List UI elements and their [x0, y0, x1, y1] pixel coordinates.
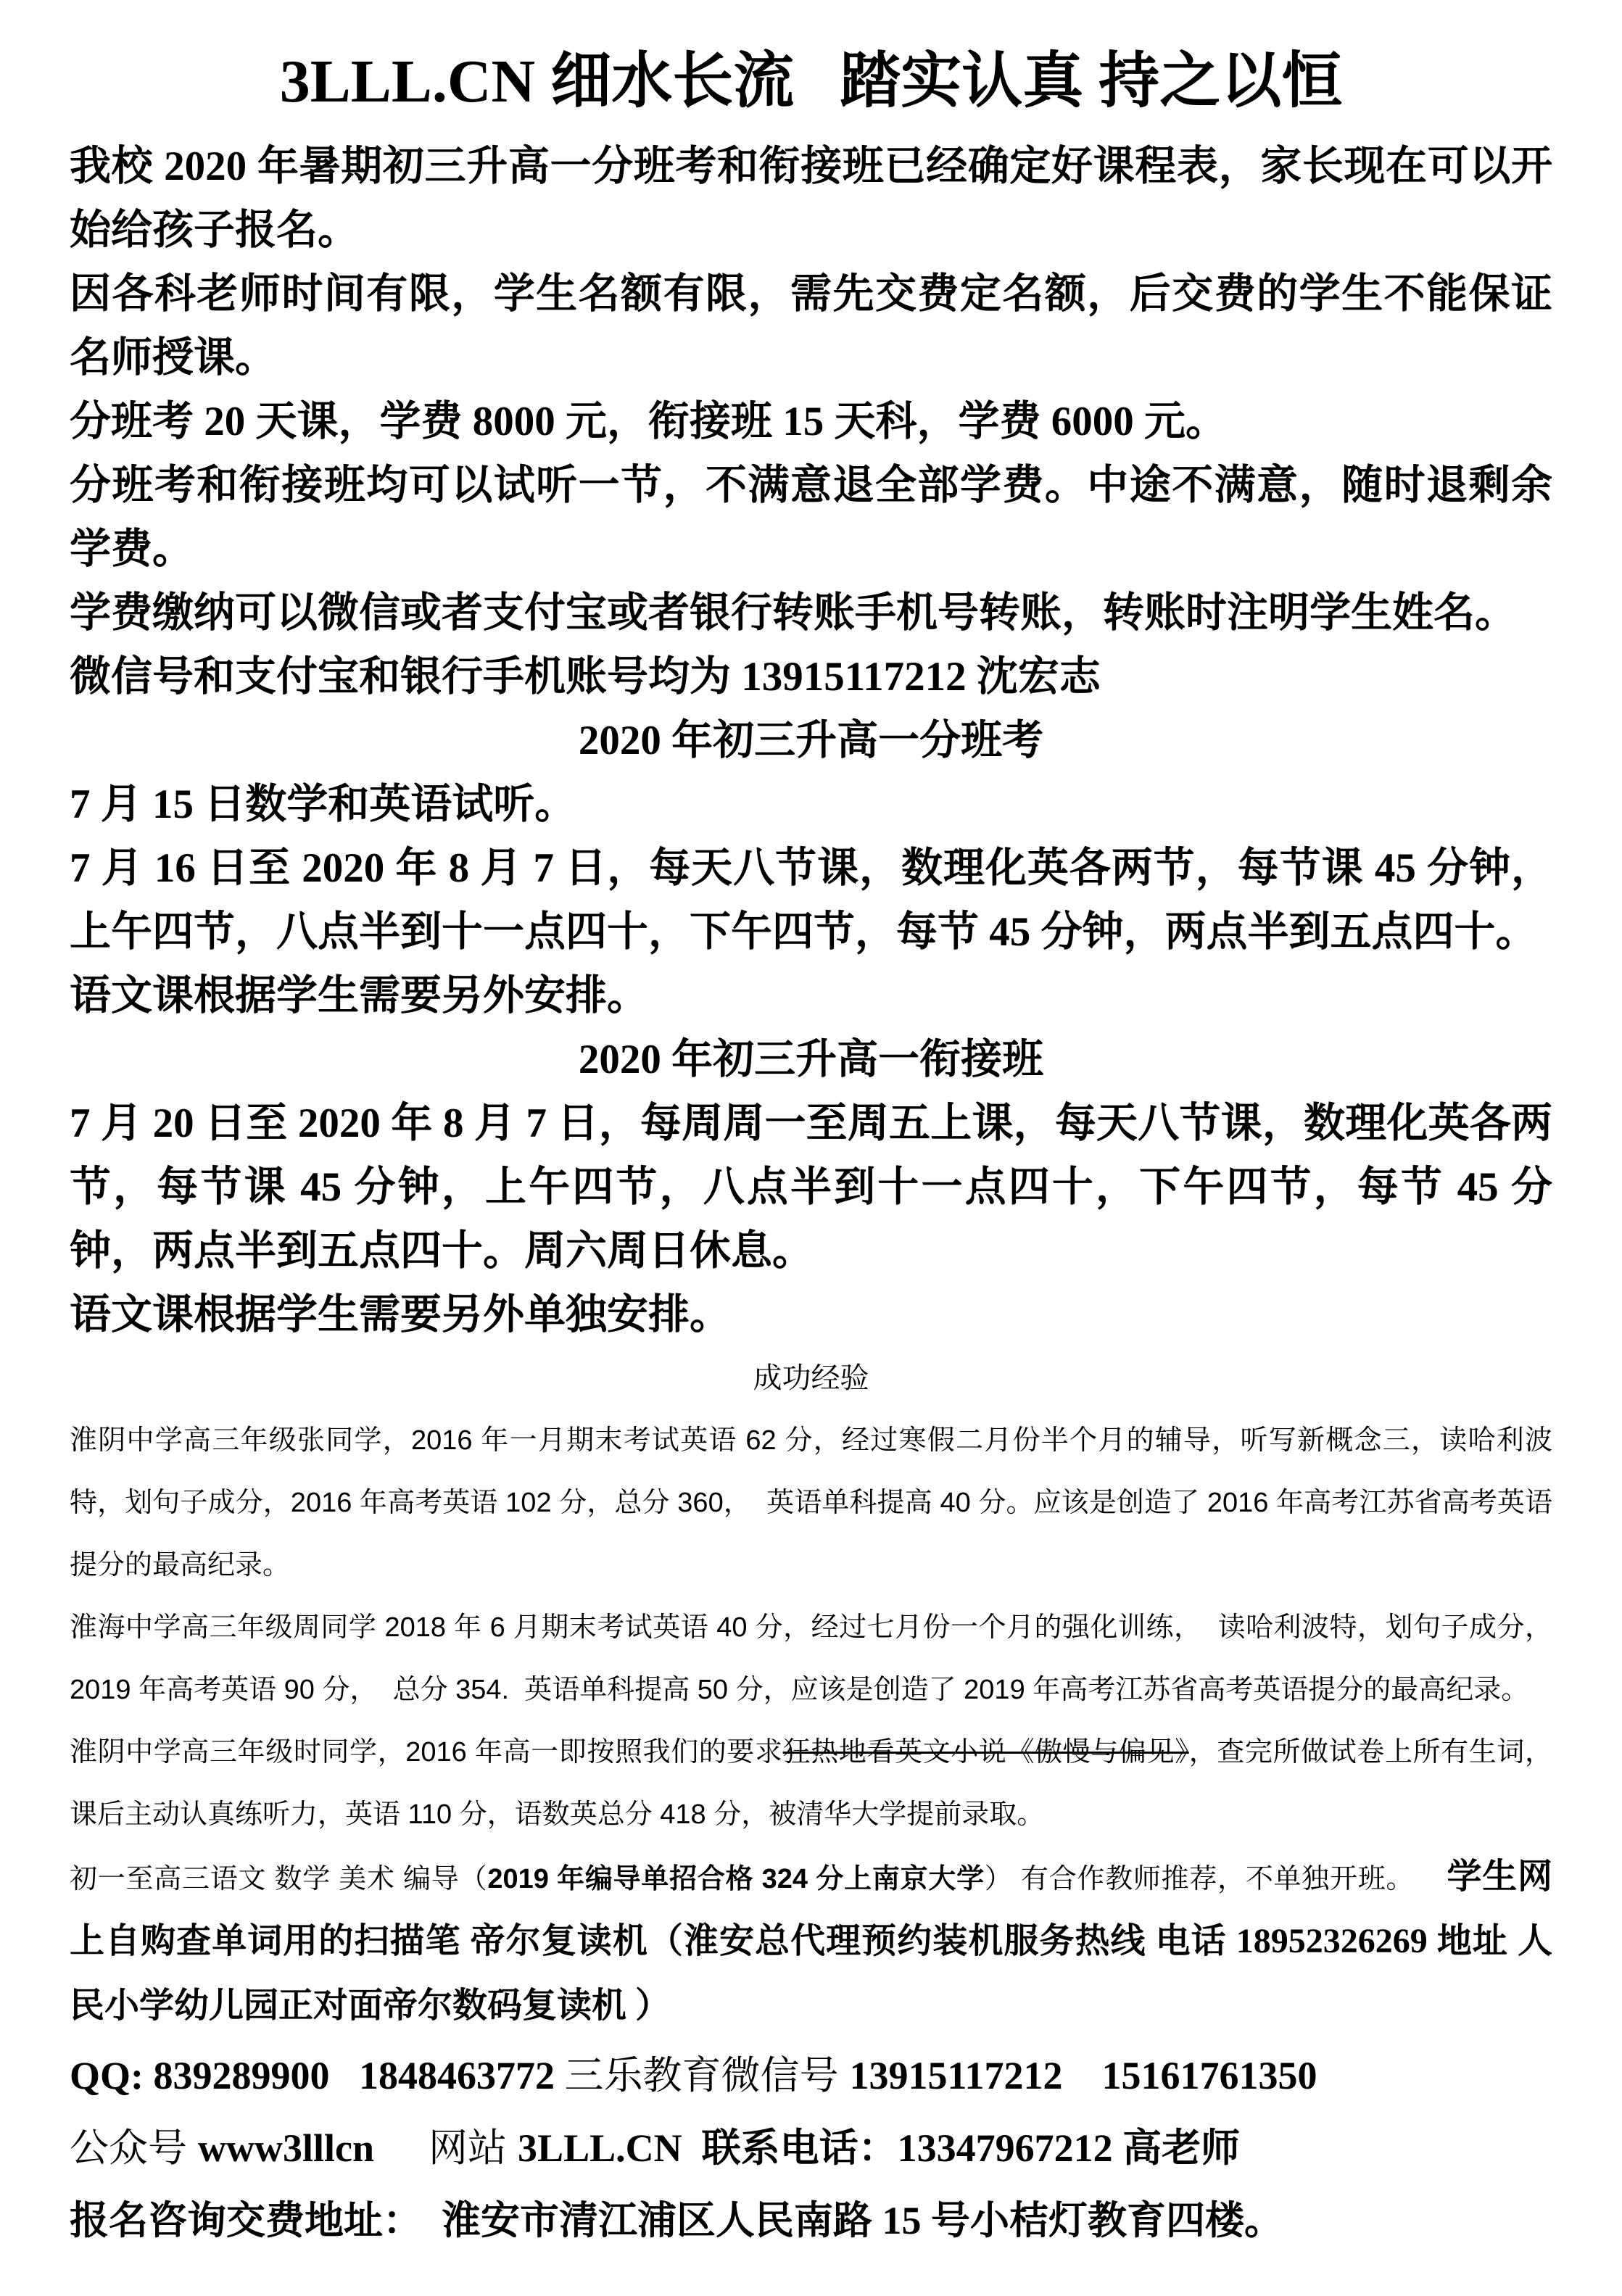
section1-paragraph-1: 7 月 15 日数学和英语试听。: [70, 782, 576, 827]
section1-paragraph-3: 语文课根据学生需要另外安排。: [70, 973, 648, 1019]
courses-line: [70, 1846, 1552, 2039]
qq-numbers: QQ: 839289900 1848463772: [70, 2054, 565, 2097]
success-story-3-pre: 淮阴中学高三年级时同学，2016 年高一即按照我们的要求: [70, 1737, 783, 1767]
section2-paragraph-1: 7 月 20 日至 2020 年 8 月 7 日，每周周一至周五上课，每天八节课，数理化英各两节，每节课 45 分钟，上午四节，八点半到十一点四十，下午四节，每节 45 分钟，两点半到五点四十。周六周日休息。: [70, 1101, 1552, 1274]
section1-paragraph-2: 7 月 16 日至 2020 年 8 月 7 日，每天八节课，数理化英各两节，每节课 45 分钟，上午四节，八点半到十一点四十，下午四节，每节 45 分钟，两点半到五点四十。: [70, 845, 1552, 955]
success-heading: 成功经验: [753, 1362, 869, 1394]
intro-paragraph-2: 因各科老师时间有限，学生名额有限，需先交费定名额，后交费的学生不能保证名师授课。: [70, 271, 1552, 381]
wechat-label: 三乐教育微信号: [564, 2054, 850, 2097]
section1-heading: 2020 年初三升高一分班考: [578, 718, 1044, 763]
intro-paragraph-6: 微信号和支付宝和银行手机账号均为 13915117212 沈宏志: [70, 654, 1101, 700]
success-story-3-strikethrough: 狂热地看英文小说《傲慢与偏见》: [782, 1737, 1189, 1767]
website-label: 网站: [374, 2126, 518, 2170]
intro-paragraph-5: 学费缴纳可以微信或者支付宝或者银行转账手机号转账，转账时注明学生姓名。: [70, 590, 1516, 636]
intro-paragraph-3: 分班考 20 天课，学费 8000 元，衔接班 15 天科，学费 6000 元。: [70, 399, 1227, 444]
contact-line-web: [70, 2112, 1552, 2184]
success-story-2: 淮海中学高三年级周同学 2018 年 6 月期末考试英语 40 分，经过七月份一个月的强化训练， 读哈利波特，划句子成分，2019 年高考英语 90 分， 总分 354. 英语单科提高 50 分，应该是创造了 2019 年高考江苏省高考英语提分的最高纪录。: [70, 1612, 1552, 1705]
gongzhonghao-label: 公众号: [70, 2126, 199, 2170]
wechat-numbers: 13915117212 15161761350: [849, 2054, 1317, 2097]
success-story-1: 淮阴中学高三年级张同学，2016 年一月期末考试英语 62 分，经过寒假二月份半个月的辅导，听写新概念三，读哈利波特，划句子成分，2016 年高考英语 102 分，总分 360， 英语单科提高 40 分。应该是创造了 2016 年高考江苏省高考英语提分的最高纪录。: [70, 1425, 1552, 1580]
page-title: 3LLL.CN 细水长流 踏实认真 持之以恒: [279, 48, 1343, 115]
gongzhonghao-value: www3lllcn: [198, 2126, 375, 2170]
courses-line-pre: 初一至高三语文 数学 美术 编导（: [70, 1864, 488, 1894]
intro-paragraph-4: 分班考和衔接班均可以试听一节，不满意退全部学费。中途不满意，随时退剩余学费。: [70, 463, 1552, 572]
contact-line-address: 报名咨询交费地址： 淮安市清江浦区人民南路 15 号小桔灯教育四楼。: [70, 2199, 1283, 2242]
courses-line-credential: 2019 年编导单招合格 324 分上南京大学: [487, 1864, 985, 1894]
contact-phone: 联系电话：13347967212 高老师: [682, 2126, 1241, 2170]
section2-paragraph-2: 语文课根据学生需要另外单独安排。: [70, 1292, 731, 1338]
courses-line-mid: ） 有合作教师推荐，不单独开班。: [984, 1864, 1447, 1894]
section2-heading: 2020 年初三升高一衔接班: [578, 1037, 1044, 1082]
intro-paragraph-1: 我校 2020 年暑期初三升高一分班考和衔接班已经确定好课程表，家长现在可以开始给孩子报名。: [70, 144, 1552, 253]
courses-line-scanner-note: 学生网上自购查单词用的扫描笔 帝尔复读机（淮安总代理预约装机服务热线 电话 18952326269 地址 人民小学幼儿园正对面帝尔数码复读机 ）: [70, 1857, 1552, 2025]
success-story-3: [70, 1721, 1552, 1846]
success-story-3-post: ，查完所做试卷上所有生词，课后主动认真练听力，英语 110 分，语数英总分 418 分，被清华大学提前录取。: [70, 1737, 1552, 1830]
website-value: 3LLL.CN: [518, 2126, 682, 2170]
contact-line-qq: [70, 2039, 1552, 2112]
